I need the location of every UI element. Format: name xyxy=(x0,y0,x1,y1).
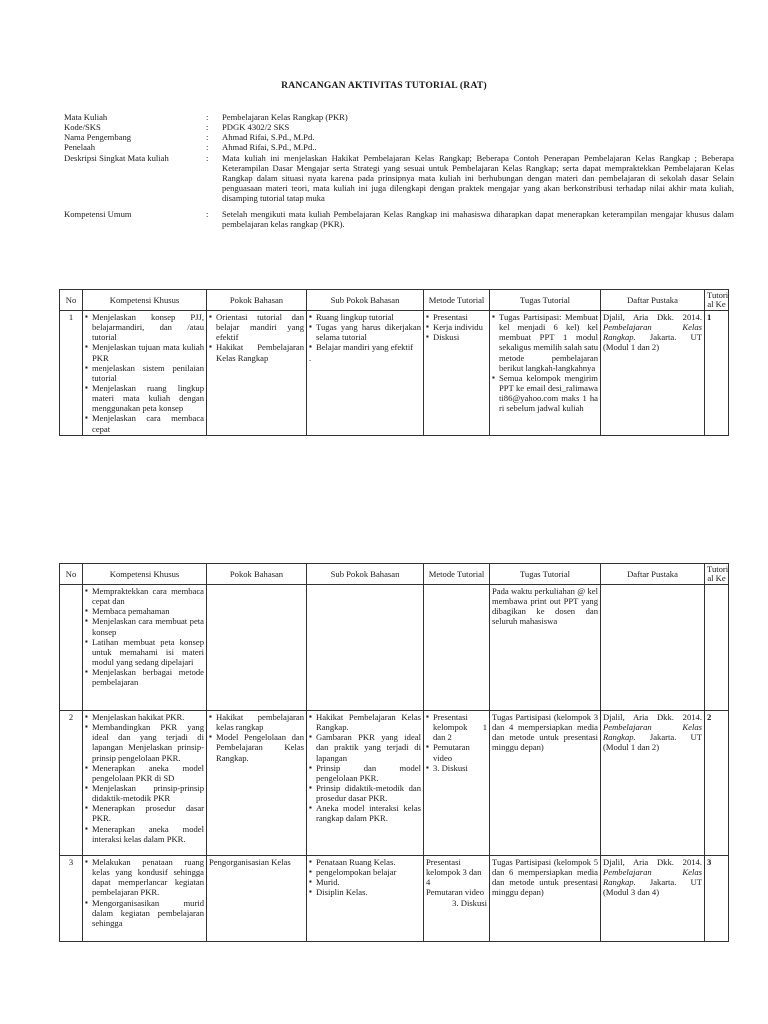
header-sub-pokok: Sub Pokok Bahasan xyxy=(307,290,424,311)
cell-kompetensi xyxy=(83,711,207,856)
info-value: PDGK 4302/2 SKS xyxy=(222,122,290,133)
header-pokok: Pokok Bahasan xyxy=(207,290,307,311)
list-item: ▪ Murid. xyxy=(309,877,421,887)
list-item: ▪ Prinsip didaktik-metodik dan prosedur dasar PKR. xyxy=(309,783,421,803)
list-item: ▪ Kerja individu xyxy=(426,322,487,332)
info-row-penelaah xyxy=(64,142,734,152)
cell-metode xyxy=(424,585,490,711)
list-item: ▪ Menjelaskan cara membuat peta konsep xyxy=(85,616,204,636)
info-colon: : xyxy=(206,142,209,153)
pustaka-author: Djalil, Aria Dkk. 2014. xyxy=(603,712,702,723)
list-item: ▪ Menjelaskan tujuan mata kuliah PKR xyxy=(85,342,204,362)
info-value: Pembelajaran Kelas Rangkap (PKR) xyxy=(222,112,348,122)
table-header-row xyxy=(60,564,729,585)
list-item: ▪ Presentasi xyxy=(426,312,487,322)
list-item: ▪ Aneka model interaksi kelas rangkap dalam PKR. xyxy=(309,803,421,823)
pustaka-author: Djalil, Aria Dkk. 2014. xyxy=(603,312,702,323)
table-header-row xyxy=(60,290,729,311)
cell-no: 1 xyxy=(60,311,83,436)
pustaka-book-title: Pembelajaran Kelas Rangkap. xyxy=(603,722,702,743)
info-label: Deskripsi Singkat Mata kuliah xyxy=(64,152,169,163)
document-title: RANCANGAN AKTIVITAS TUTORIAL (RAT) xyxy=(281,80,487,91)
list-item: ▪ Menerapkan aneka model pengelolaan PKR di SD xyxy=(85,763,204,783)
tutorial-table-1 xyxy=(59,289,729,436)
list-item: ▪ Orientasi tutorial dan belajar mandiri yang efektif xyxy=(209,312,304,342)
cell-sub-pokok xyxy=(307,585,424,711)
list-item: ▪ Ruang lingkup tutorial xyxy=(309,312,421,322)
metode-line: 3. Diskusi xyxy=(452,897,487,908)
header-tugas: Tugas Tutorial xyxy=(490,564,601,585)
course-info xyxy=(64,112,734,230)
header-no: No xyxy=(60,290,83,311)
list-item: ▪ Membandingkan PKR yang ideal dan yang terjadi di lapangan Menjelaskan prinsip-prinsip pengelolaan PKR. xyxy=(85,722,204,763)
list-item: ▪ Diskusi xyxy=(426,332,487,342)
cell-pustaka xyxy=(601,711,705,856)
list-item: ▪ Melakukan penataan ruang kelas yang kondusif sehingga dapat memperlancar kegiatan pembelajaran PKR. xyxy=(85,857,204,898)
header-no: No xyxy=(60,564,83,585)
cell-sub-pokok xyxy=(307,311,424,436)
table-row xyxy=(60,311,729,436)
list-item: ▪ Hakikat Pembelajaran Kelas Rangkap. xyxy=(309,712,421,732)
cell-pustaka xyxy=(601,311,705,436)
metode-line: Pemutaran video xyxy=(426,887,484,898)
info-colon: : xyxy=(206,209,209,220)
metode-line: Presentasi kelompok 3 dan 4 xyxy=(426,857,482,888)
info-row-deskripsi xyxy=(64,153,734,204)
cell-pustaka xyxy=(601,856,705,942)
cell-no xyxy=(60,585,83,711)
list-item: ▪ Tugas Partisipasi: Membuat kel menjadi 6 kel) kel membuat PPT 1 modul sekaligus memilih salah satu metode pembelajaran berikut langkah-langkahnya xyxy=(492,312,598,373)
info-label: Nama Pengembang xyxy=(64,132,132,143)
list-item: ▪ Menjelaskan prinsip-prinsip didaktik-metodik PKR xyxy=(85,783,204,803)
cell-kompetensi xyxy=(83,585,207,711)
list-item: ▪ Menjelaskan cara membaca cepat xyxy=(85,413,204,433)
cell-pustaka xyxy=(601,585,705,711)
list-item: ▪ Pemutaran video xyxy=(426,742,487,762)
info-row-mata-kuliah xyxy=(64,112,734,122)
list-item: ▪ Menjelaskan konsep PJJ, belajarmandiri, dan /atau tutorial xyxy=(85,312,204,342)
header-tutorial-ke: Tutori al Ke xyxy=(705,290,729,311)
list-item: ▪ Presentasi kelompok 1 dan 2 xyxy=(426,712,487,742)
list-item: ▪ Semua kelompok mengirim PPT ke email desi_ralimawati86@yahoo.com maks 1 hari sebelum jadwal kuliah xyxy=(492,373,598,414)
cell-tutorial-ke: 1 xyxy=(705,311,729,436)
cell-tutorial-ke xyxy=(705,585,729,711)
list-item: ▪ Menjelaskan berbagai metode pembelajaran xyxy=(85,667,204,687)
header-pustaka: Daftar Pustaka xyxy=(601,564,705,585)
list-item: ▪ Gambaran PKR yang ideal dan praktik yang terjadi di lapangan xyxy=(309,732,421,762)
header-metode: Metode Tutorial xyxy=(424,290,490,311)
pustaka-book-title: Pembelajaran Kelas Rangkap. xyxy=(603,322,702,343)
list-item: ▪ Belajar mandiri yang efektif xyxy=(309,342,421,352)
cell-metode xyxy=(424,311,490,436)
header-metode: Metode Tutorial xyxy=(424,564,490,585)
table-row xyxy=(60,585,729,711)
info-row-kode-sks xyxy=(64,122,734,132)
cell-tugas: Tugas Partisipasi (kelompok 3 dan 4 mempersiapkan media dan metode untuk presentasi minggu depan) xyxy=(490,711,601,856)
cell-tugas xyxy=(490,311,601,436)
info-label: Mata Kuliah xyxy=(64,112,108,122)
list-item: ▪ Menjelaskan ruang lingkup materi mata kuliah dengan menggunakan peta konsep xyxy=(85,383,204,413)
header-kompetensi: Kompetensi Khusus xyxy=(83,564,207,585)
pustaka-author: Djalil, Aria Dkk. 2014. xyxy=(603,857,702,868)
info-colon: : xyxy=(206,152,209,163)
cell-pokok xyxy=(207,585,307,711)
info-colon: : xyxy=(206,112,209,122)
cell-pokok xyxy=(207,311,307,436)
info-label: Penelaah xyxy=(64,142,96,153)
pustaka-book-title: Pembelajaran Kelas Rangkap. xyxy=(603,867,702,888)
list-item: ▪ pengelompokan belajar xyxy=(309,867,421,877)
cell-pokok xyxy=(207,711,307,856)
header-pokok: Pokok Bahasan xyxy=(207,564,307,585)
info-value: Mata kuliah ini menjelaskan Hakikat Pembelajaran Kelas Rangkap; Beberapa Contoh Penerapan Pembelajaran Kelas Rangkap ; Beberapa Keterampilan Dasar Mengajar serta Strategi yang sesuai untuk Pembelajaran Kelas Rangkap; serta dapat mempraktekkan Pembelajaran Kelas Rangkap dalam situasi nyata karena pada prinsipnya mata kuliah ini berhubungan dengan materi dan pembelajaran di sekolah dasar Selain penguasaan materi teori, mata kuliah ini juga dilengkapi dengan praktek mengajar yang akan berkonstribusi terhadap nilai akhir mata kuliah, disamping tutorial tatap muka xyxy=(222,152,734,204)
sub-note: . xyxy=(309,352,312,363)
header-sub-pokok: Sub Pokok Bahasan xyxy=(307,564,424,585)
pustaka-publisher: Jakarta. UT (Modul 1 dan 2) xyxy=(603,332,702,353)
cell-metode xyxy=(424,856,490,942)
header-pustaka: Daftar Pustaka xyxy=(601,290,705,311)
list-item: ▪ Hakikat pembelajaran kelas rangkap xyxy=(209,712,304,732)
list-item: ▪ Penataan Ruang Kelas. xyxy=(309,857,421,867)
info-value: Ahmad Rifai, S.Pd., M.Pd. xyxy=(222,132,315,143)
info-value: Setelah mengikuti mata kuliah Pembelajaran Kelas Rangkap ini mahasiswa diharapkan dapat menerapkan keterampilan mengajar khusus dalam pembelajaran kelas rangkap (PKR). xyxy=(222,209,734,230)
info-label: Kode/SKS xyxy=(64,122,101,133)
list-item: ▪ Model Pengelolaan dan Pembelajaran Kelas Rangkap. xyxy=(209,732,304,762)
cell-no: 3 xyxy=(60,856,83,942)
list-item: ▪ Hakikat Pembelajaran Kelas Rangkap xyxy=(209,342,304,362)
pustaka-publisher: Jakarta. UT (Modul 3 dan 4) xyxy=(603,877,702,898)
list-item: ▪ Menerapkan aneka model interaksi kelas dalam PKR. xyxy=(85,824,204,844)
info-row-pengembang xyxy=(64,132,734,142)
tutorial-table-2 xyxy=(59,563,729,942)
header-kompetensi: Kompetensi Khusus xyxy=(83,290,207,311)
cell-tutorial-ke: 2 xyxy=(705,711,729,856)
list-item: ▪ Menjelaskan hakikat PKR. xyxy=(85,712,204,722)
list-item: ▪ Menerapkan prosedur dasar PKR. xyxy=(85,803,204,823)
cell-tutorial-ke: 3 xyxy=(705,856,729,942)
table-row xyxy=(60,711,729,856)
info-colon: : xyxy=(206,122,209,133)
list-item: ▪ Tugas yang harus dikerjakan selama tutorial xyxy=(309,322,421,342)
table-row xyxy=(60,856,729,942)
list-item: ▪ Mempraktekkan cara membaca cepat dan xyxy=(85,586,204,606)
header-tutorial-ke: Tutori al Ke xyxy=(705,564,729,585)
list-item: ▪ Mengorganisasikan murid dalam kegiatan pembelajaran sehingga xyxy=(85,898,204,928)
pustaka-publisher: Jakarta. UT (Modul 1 dan 2) xyxy=(603,732,702,753)
list-item: ▪ Latihan membuat peta konsep untuk memahami isi materi modul yang sedang dipelajari xyxy=(85,637,204,667)
cell-tugas: Pada waktu perkuliahan @ kel membawa print out PPT yang dibagikan ke dosen dan seluruh mahasiswa xyxy=(490,585,601,711)
list-item: ▪ Disiplin Kelas. xyxy=(309,887,421,897)
cell-tugas: Tugas Partisipasi (kelompok 5 dan 6 mempersiapkan media dan metode untuk presentasi minggu depan) xyxy=(490,856,601,942)
list-item: ▪ menjelaskan sistem penilaian tutorial xyxy=(85,363,204,383)
list-item: ▪ 3. Diskusi xyxy=(426,763,487,773)
info-value: Ahmad Rifai, S.Pd., M.Pd.. xyxy=(222,142,317,153)
info-label: Kompetensi Umum xyxy=(64,209,132,220)
cell-sub-pokok xyxy=(307,711,424,856)
cell-kompetensi xyxy=(83,311,207,436)
header-tugas: Tugas Tutorial xyxy=(490,290,601,311)
list-item: ▪ Membaca pemahaman xyxy=(85,606,204,616)
info-row-kompetensi-umum xyxy=(64,209,734,229)
cell-no: 2 xyxy=(60,711,83,856)
cell-sub-pokok xyxy=(307,856,424,942)
cell-pokok: Pengorganisasian Kelas xyxy=(207,856,307,942)
cell-metode xyxy=(424,711,490,856)
cell-kompetensi xyxy=(83,856,207,942)
list-item: ▪ Prinsip dan model pengelolaan PKR. xyxy=(309,763,421,783)
info-colon: : xyxy=(206,132,209,143)
